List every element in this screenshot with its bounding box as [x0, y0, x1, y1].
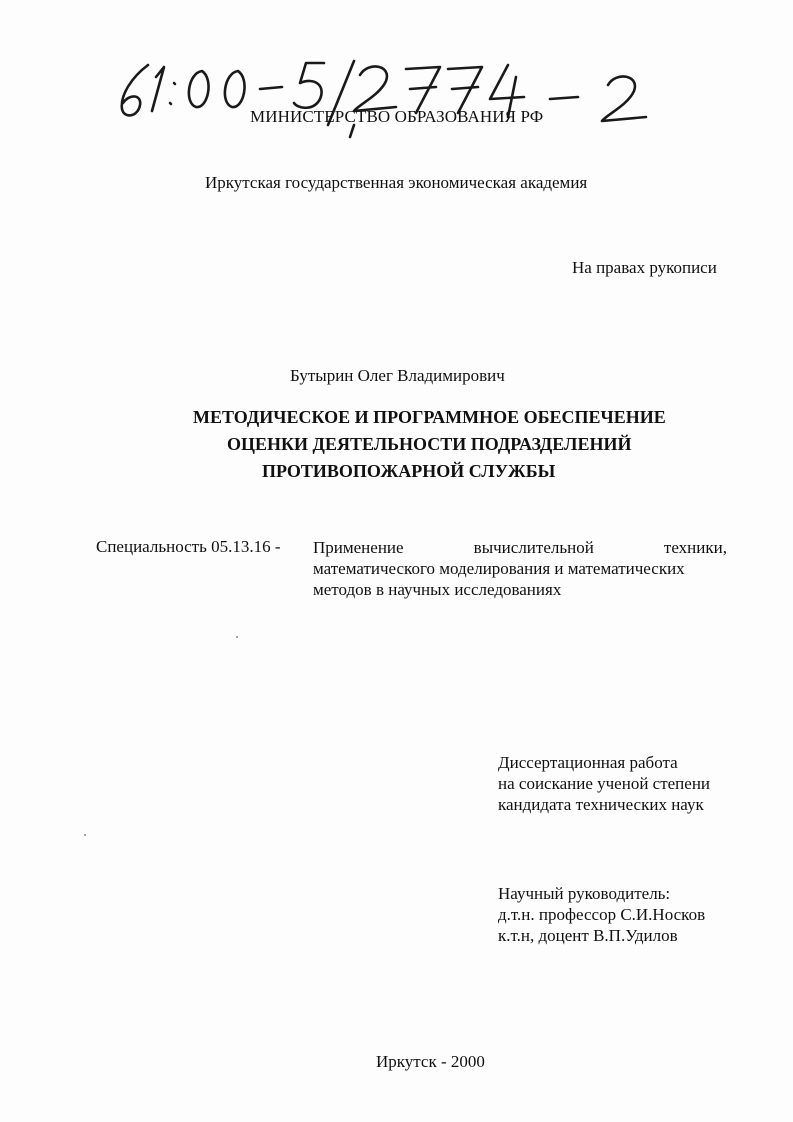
dissertation-block [498, 752, 710, 815]
specialty-word-2: вычислительной [473, 538, 594, 557]
specialty-word-1: Применение [313, 538, 404, 557]
academy-name: Иркутская государственная экономическая академия [205, 173, 588, 192]
handwriting-drawing [110, 55, 690, 155]
supervisor-block [498, 883, 705, 946]
title-line-3: ПРОТИВОПОЖАРНОЙ СЛУЖБЫ [262, 461, 556, 481]
dissertation-line-3: кандидата технических наук [498, 795, 704, 814]
specialty-line-2: математического моделирования и математических [313, 559, 685, 578]
supervisor-person-1: д.т.н. профессор С.И.Носков [498, 905, 706, 924]
specialty-label: Специальность 05.13.16 - [96, 537, 281, 556]
specialty-line-1 [313, 537, 727, 558]
specialty-word-3: техники, [663, 538, 727, 557]
ministry-heading: МИНИСТЕРСТВО ОБРАЗОВАНИЯ РФ [250, 107, 544, 126]
manuscript-rights-note: На правах рукописи [572, 258, 717, 277]
city-year: Иркутск - 2000 [376, 1052, 485, 1071]
scan-speck [84, 834, 86, 836]
specialty-description [313, 537, 727, 600]
scan-speck [236, 636, 238, 638]
title-line-2: ОЦЕНКИ ДЕЯТЕЛЬНОСТИ ПОДРАЗДЕЛЕНИЙ [227, 434, 632, 454]
supervisor-label: Научный руководитель: [498, 884, 671, 903]
specialty-line-3: методов в научных исследованиях [313, 580, 562, 599]
dissertation-line-2: на соискание ученой степени [498, 774, 711, 793]
dissertation-line-1: Диссертационная работа [498, 753, 678, 772]
author-name: Бутырин Олег Владимирович [290, 366, 505, 385]
title-line-1: МЕТОДИЧЕСКОЕ И ПРОГРАММНОЕ ОБЕСПЕЧЕНИЕ [193, 407, 666, 427]
handwritten-archive-number [110, 55, 690, 155]
supervisor-person-2: к.т.н, доцент В.П.Удилов [498, 926, 678, 945]
